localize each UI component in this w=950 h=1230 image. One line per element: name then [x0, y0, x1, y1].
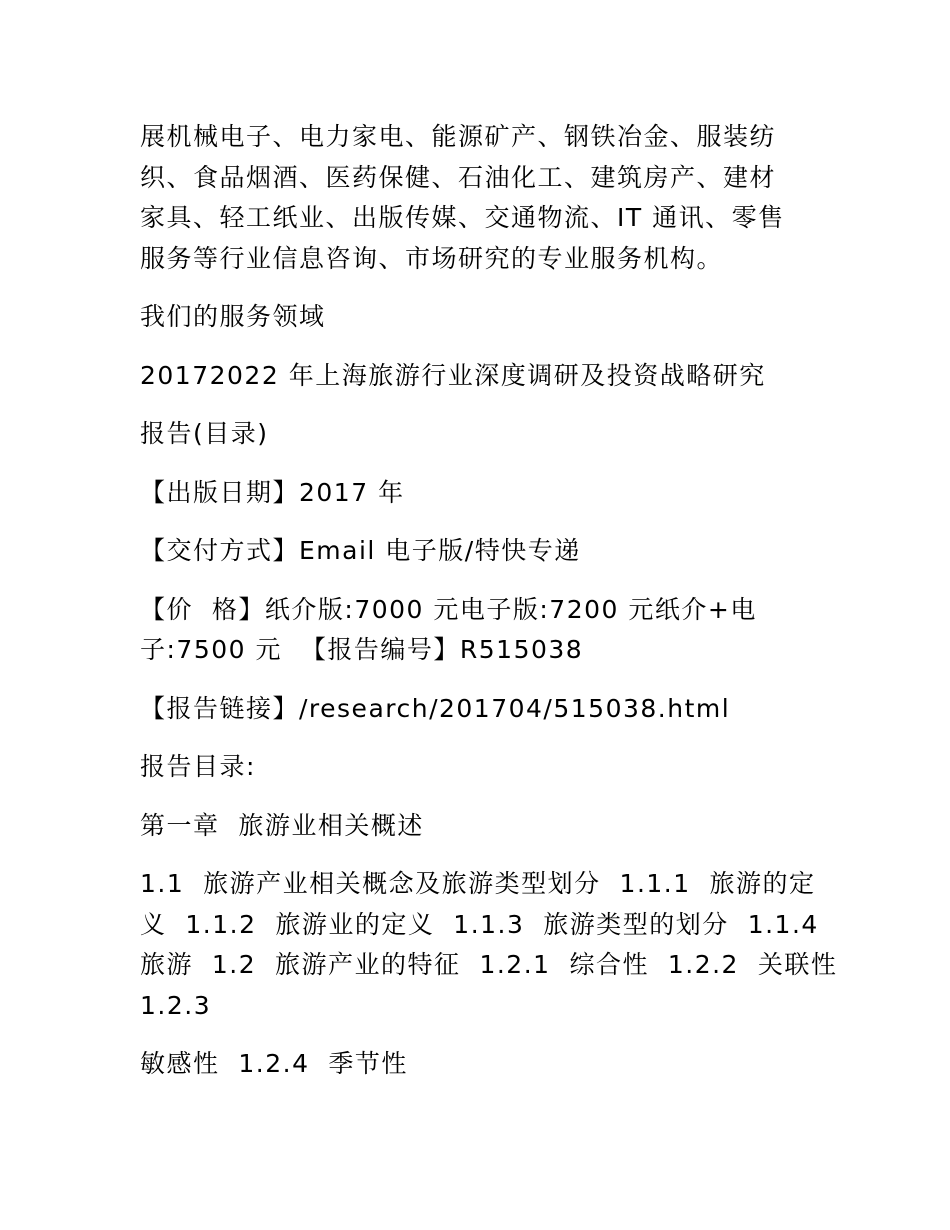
toc-block: [140, 864, 838, 1026]
intro-line: 家具、轻工纸业、出版传媒、交通物流、IT 通讯、零售: [140, 203, 785, 232]
price-line: 子:7500 元 【报告编号】R515038: [140, 635, 584, 664]
intro-paragraph: [140, 117, 810, 279]
toc-heading: 报告目录:: [140, 752, 256, 781]
chapter-title: 第一章 旅游业相关概述: [140, 810, 424, 840]
report-title: [140, 356, 810, 397]
toc-line: 1.1 旅游产业相关概念及旅游类型划分 1.1.1 旅游的定: [140, 869, 816, 898]
toc-continued: 敏感性 1.2.4 季节性: [140, 1049, 408, 1078]
toc-line: 1.2.3: [140, 990, 212, 1020]
publication-date: 【出版日期】2017 年: [140, 477, 405, 507]
intro-line: 织、食品烟酒、医药保健、石油化工、建筑房产、建材: [140, 162, 777, 192]
price-line: 【价 格】纸介版:7000 元电子版:7200 元纸介+电: [140, 594, 757, 624]
toc-line: 义 1.1.2 旅游业的定义 1.1.3 旅游类型的划分 1.1.4: [140, 909, 819, 939]
document-body: [140, 117, 838, 1085]
toc-line: 旅游 1.2 旅游产业的特征 1.2.1 综合性 1.2.2 关联性: [140, 950, 838, 979]
services-heading: 我们的服务领域: [140, 302, 326, 331]
report-link: 【报告链接】/research/201704/515038.html: [140, 693, 731, 723]
intro-line: 展机械电子、电力家电、能源矿产、钢铁冶金、服装纺: [140, 122, 777, 151]
report-title-continued: 报告(目录): [140, 419, 269, 448]
intro-line: 服务等行业信息咨询、市场研究的专业服务机构。: [140, 243, 724, 273]
delivery-method: 【交付方式】Email 电子版/特快专递: [140, 536, 581, 565]
price-info: [140, 590, 810, 671]
report-title-line: 20172022 年上海旅游行业深度调研及投资战略研究: [140, 360, 766, 390]
